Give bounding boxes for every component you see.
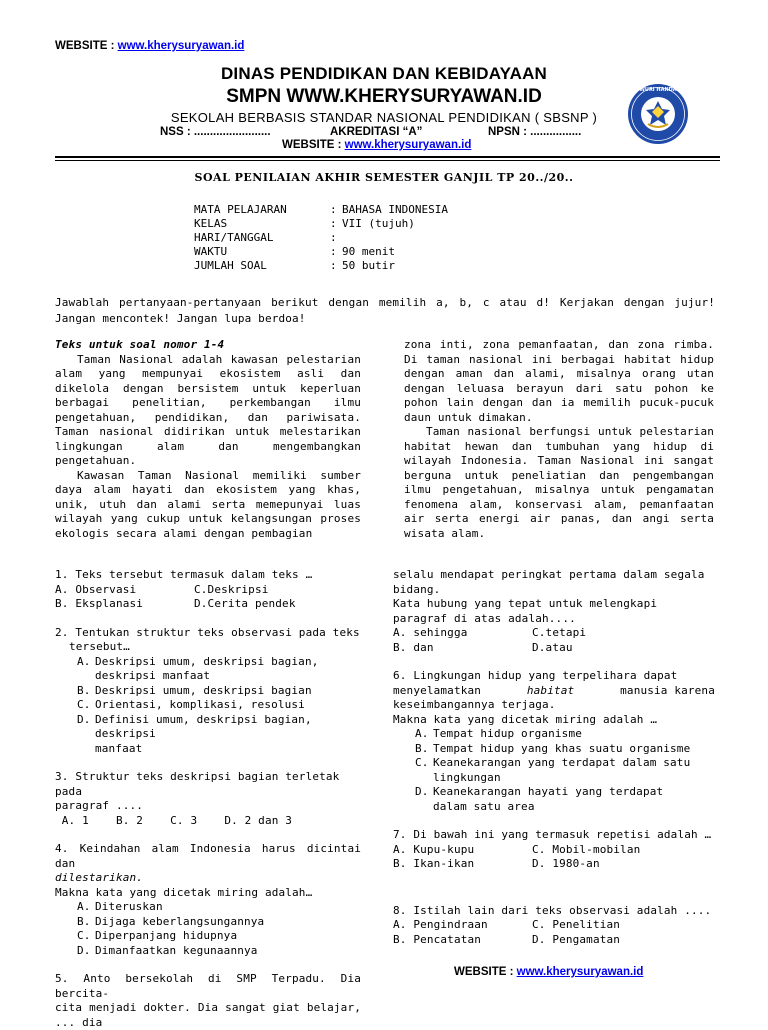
question-1 bbox=[55, 568, 361, 612]
question-stem: 1. Teks tersebut termasuk dalam teks … bbox=[55, 568, 313, 581]
option-a[interactable]: A. Kupu-kupu bbox=[393, 842, 475, 856]
option-b[interactable] bbox=[77, 684, 361, 699]
passage-paragraph-2-cont: zona inti, zona pemanfaatan, dan zona rimba. Di taman nasional ini berbagai habitat hidup dengan aman dan alami, misalnya orang utan dengan leluasa berayun dari satu pohon ke pohon lain dengan dan ia memilih pucuk-pucuk daun untuk dimakan. bbox=[404, 338, 714, 424]
info-sep: : bbox=[330, 259, 337, 272]
option-letter: B. bbox=[77, 683, 91, 697]
option-c[interactable]: C.tetapi bbox=[532, 626, 587, 639]
option-text: Keanekarangan hayati yang terdapat bbox=[433, 785, 664, 798]
option-a[interactable] bbox=[415, 727, 715, 742]
question-stem: 6. Lingkungan hidup yang terpelihara dapat bbox=[393, 669, 678, 682]
stem-part: menyelamatkan bbox=[393, 683, 482, 697]
option-letter: A. bbox=[77, 654, 91, 668]
option-text: Deskripsi umum, deskripsi bagian, bbox=[95, 654, 319, 668]
question-stem: 7. Di bawah ini yang termasuk repetisi adalah … bbox=[393, 828, 712, 841]
school-heading: SMPN WWW.KHERYSURYAWAN.ID bbox=[226, 86, 542, 107]
option-text: Orientasi, komplikasi, resolusi bbox=[95, 698, 305, 711]
option-letter: D. bbox=[77, 712, 91, 726]
info-row bbox=[194, 217, 448, 231]
question-stem-cont: Kata hubung yang tepat untuk melengkapi bbox=[393, 597, 658, 610]
question-stem: 2. Tentukan struktur teks observasi pada teks bbox=[55, 625, 360, 639]
question-stem-cont: cita menjadi dokter. Dia sangat giat belajar, ... dia bbox=[55, 1001, 361, 1029]
option-d[interactable] bbox=[415, 785, 715, 814]
header-divider-thick bbox=[55, 156, 720, 158]
website-top bbox=[55, 40, 244, 52]
option-letter: A. bbox=[415, 727, 429, 740]
info-value: BAHASA INDONESIA bbox=[342, 203, 448, 216]
exam-title: SOAL PENILAIAN AKHIR SEMESTER GANJIL TP 20../20.. bbox=[194, 171, 574, 184]
stem-part: manusia karena bbox=[620, 683, 715, 697]
info-value: 90 menit bbox=[342, 245, 395, 258]
info-sep: : bbox=[330, 231, 337, 244]
option-d[interactable] bbox=[77, 713, 361, 757]
question-stem-cont: Makna kata yang dicetak miring adalah … bbox=[393, 712, 658, 726]
option-letter: D. bbox=[415, 785, 429, 798]
question-stem-cont: Makna kata yang dicetak miring adalah… bbox=[55, 885, 313, 899]
nss-field: NSS : ........................ bbox=[160, 126, 271, 138]
info-label: MATA PELAJARAN bbox=[194, 203, 287, 216]
website-link[interactable]: www.kherysuryawan.id bbox=[117, 40, 245, 52]
option-a[interactable]: A. Pengindraan bbox=[393, 918, 488, 931]
option-b[interactable] bbox=[415, 742, 715, 757]
info-sep: : bbox=[330, 203, 337, 216]
question-stem-cont: paragraf .... bbox=[55, 799, 144, 812]
info-value: 50 butir bbox=[342, 259, 395, 272]
option-d[interactable]: D. Pengamatan bbox=[532, 932, 621, 946]
question-8 bbox=[393, 904, 715, 948]
option-text: Dijaga keberlangsungannya bbox=[95, 914, 265, 928]
info-row bbox=[194, 231, 448, 245]
option-b[interactable]: B. Ikan-ikan bbox=[393, 857, 475, 870]
option-c[interactable]: C.Deskripsi bbox=[194, 582, 269, 596]
italic-word: dilestarikan. bbox=[55, 871, 144, 884]
option-text: Diteruskan bbox=[95, 900, 163, 913]
option-text-cont: manfaat bbox=[95, 741, 143, 755]
option-letter: C. bbox=[77, 698, 91, 711]
question-stem-cont: paragraf di atas adalah.... bbox=[393, 611, 576, 625]
website-label: WEBSITE : bbox=[55, 40, 118, 52]
option-b[interactable]: B. Eksplanasi bbox=[55, 597, 144, 610]
info-value: VII (tujuh) bbox=[342, 217, 415, 230]
website-footer bbox=[454, 966, 643, 978]
option-a[interactable] bbox=[77, 900, 361, 915]
option-text: Keanekarangan yang terdapat dalam satu bbox=[433, 756, 691, 769]
school-subtitle: SEKOLAH BERBASIS STANDAR NASIONAL PENDIDIKAN ( SBSNP ) bbox=[170, 110, 598, 125]
option-letter: B. bbox=[77, 914, 91, 928]
info-row bbox=[194, 245, 448, 259]
info-sep: : bbox=[330, 217, 337, 230]
option-d[interactable] bbox=[77, 944, 361, 959]
tut-wuri-handayani-logo bbox=[626, 82, 690, 146]
website-link[interactable]: www.kherysuryawan.id bbox=[344, 139, 472, 151]
question-stem: 8. Istilah lain dari teks observasi adalah .... bbox=[393, 903, 712, 917]
question-stem-cont: selalu mendapat peringkat pertama dalam segala bbox=[393, 568, 705, 581]
option-b[interactable] bbox=[77, 915, 361, 930]
option-a[interactable] bbox=[77, 655, 361, 684]
option-d[interactable]: D. 1980-an bbox=[532, 857, 600, 870]
option-text: Tempat hidup yang khas suatu organisme bbox=[433, 741, 691, 755]
option-letter: C. bbox=[77, 929, 91, 942]
question-options[interactable]: A. 1 B. 2 C. 3 D. 2 dan 3 bbox=[55, 813, 293, 827]
website-label: WEBSITE : bbox=[282, 139, 345, 151]
passage-paragraph-2: Kawasan Taman Nasional memiliki sumber daya alam hayati dan ekosistem yang khas, unik, utuh dan alami serta memepunyai luas wilayah yang cukup untuk kelangsungan proses ekologis secara alami dengan pembagian bbox=[55, 468, 361, 540]
option-d[interactable]: D.Cerita pendek bbox=[194, 597, 296, 610]
option-text-cont: dalam satu area bbox=[433, 799, 535, 813]
option-text: Deskripsi umum, deskripsi bagian bbox=[95, 683, 312, 697]
exam-info bbox=[194, 203, 448, 273]
question-5-cont bbox=[393, 568, 715, 655]
option-c[interactable] bbox=[77, 698, 361, 713]
passage-left bbox=[55, 338, 361, 541]
info-label: KELAS bbox=[194, 217, 228, 230]
option-text-cont: deskripsi manfaat bbox=[95, 669, 211, 682]
website-link[interactable]: www.kherysuryawan.id bbox=[516, 966, 644, 978]
website-header bbox=[282, 139, 471, 151]
npsn-field: NPSN : ................ bbox=[488, 126, 582, 138]
option-text: Tempat hidup organisme bbox=[433, 727, 582, 740]
info-row bbox=[194, 259, 448, 273]
option-letter: A. bbox=[77, 900, 91, 913]
info-label: HARI/TANGGAL bbox=[194, 231, 274, 244]
passage-heading: Teks untuk soal nomor 1-4 bbox=[55, 338, 225, 351]
option-a[interactable]: A. Observasi bbox=[55, 582, 137, 596]
question-6 bbox=[393, 669, 715, 814]
info-label: WAKTU bbox=[194, 245, 228, 258]
option-text: Definisi umum, deskripsi bagian, deskripsi bbox=[95, 712, 312, 740]
option-text: Diperpanjang hidupnya bbox=[95, 929, 238, 942]
agency-heading: DINAS PENDIDIKAN DAN KEBIDAYAAN bbox=[220, 64, 548, 83]
question-stem: 5. Anto bersekolah di SMP Terpadu. Dia bercita- bbox=[55, 972, 361, 1000]
questions-left bbox=[55, 568, 361, 1030]
question-7 bbox=[393, 828, 715, 872]
question-2 bbox=[55, 626, 361, 757]
option-letter: B. bbox=[415, 741, 429, 755]
question-stem-cont: tersebut… bbox=[69, 640, 130, 653]
passage-right bbox=[404, 338, 714, 541]
website-label: WEBSITE : bbox=[454, 966, 517, 978]
question-3 bbox=[55, 770, 361, 828]
option-letter: D. bbox=[77, 943, 91, 957]
option-text-cont: lingkungan bbox=[433, 770, 501, 784]
header-divider-thin bbox=[55, 160, 720, 161]
option-letter: C. bbox=[415, 756, 429, 769]
logo-text: TUT WURI HANDAYANI bbox=[626, 87, 690, 93]
question-stem: 4. Keindahan alam Indonesia harus dicintai dan bbox=[55, 842, 361, 870]
info-label: JUMLAH SOAL bbox=[194, 259, 267, 272]
option-c[interactable] bbox=[415, 756, 715, 785]
info-sep: : bbox=[330, 245, 337, 258]
option-c[interactable] bbox=[77, 929, 361, 944]
akreditasi-field: AKREDITASI “A” bbox=[330, 126, 423, 138]
question-4 bbox=[55, 842, 361, 958]
instruction: Jawablah pertanyaan-pertanyaan berikut dengan memilih a, b, c atau d! Kerjakan dengan jujur! Jangan mencontek! Jangan lupa berdoa! bbox=[55, 296, 715, 325]
question-5 bbox=[55, 972, 361, 1030]
question-stem-cont: keseimbangannya terjaga. bbox=[393, 698, 556, 711]
option-text: Dimanfaatkan kegunaannya bbox=[95, 943, 258, 957]
question-stem: 3. Struktur teks deskripsi bagian terletak pada bbox=[55, 770, 340, 798]
option-b[interactable]: B. Pencatatan bbox=[393, 932, 482, 946]
option-c[interactable]: C. Penelitian bbox=[532, 918, 621, 931]
info-row bbox=[194, 203, 448, 217]
passage-paragraph-3: Taman nasional berfungsi untuk pelestarian habitat hewan dan tumbuhan yang hidup di wilayah Indonesia. Taman Nasional ini sangat berguna untuk peneliatian dan pengembangan ilmu pengetahuan, misalnya untuk pengamatan fenomena alam, konservasi alam, pemanfaatan air serta energi air panas, dan angi serta wisata alam. bbox=[404, 425, 714, 540]
option-b[interactable]: B. dan bbox=[393, 640, 434, 654]
passage-paragraph-1: Taman Nasional adalah kawasan pelestarian alam yang mempunyai ekosistem asli dan dikelola dengan bersistem untuk keperluan berbagai penelitian, perkembangan ilmu pengetahuan, pendidikan, dan pariwisata. Taman nasional didirikan untuk melestarikan lingkungan alam dan mengembangkan pengetahuan. bbox=[55, 352, 361, 467]
option-a[interactable]: A. sehingga bbox=[393, 626, 468, 639]
italic-word: habitat bbox=[526, 683, 575, 697]
option-c[interactable]: C. Mobil-mobilan bbox=[532, 842, 641, 856]
option-d[interactable]: D.atau bbox=[532, 640, 573, 654]
questions-right bbox=[393, 568, 715, 947]
question-stem-cont: bidang. bbox=[393, 582, 441, 596]
